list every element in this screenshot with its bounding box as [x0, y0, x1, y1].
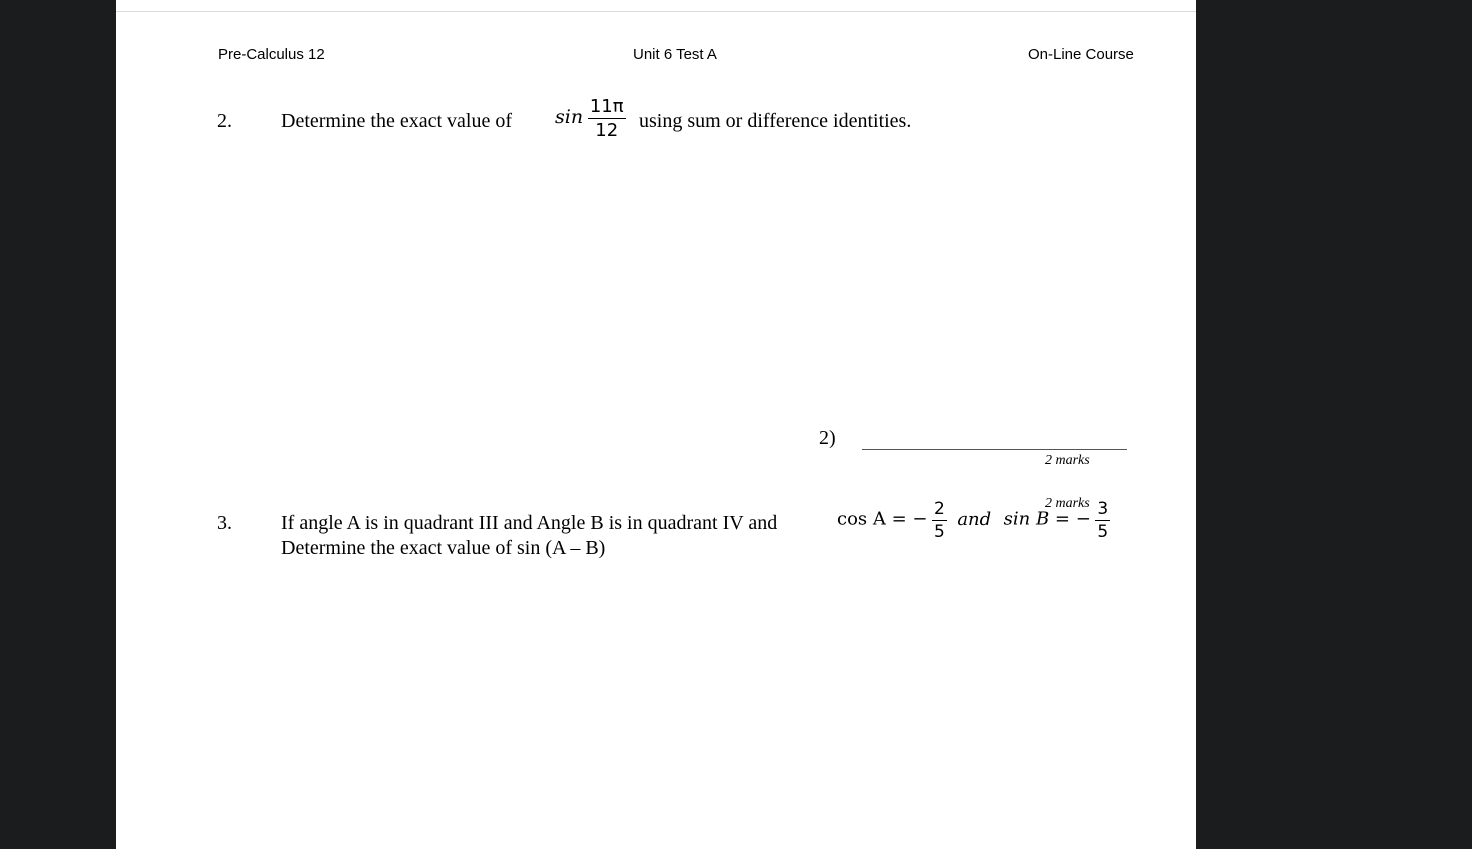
q3-line1: If angle A is in quadrant III and Angle B is in quadrant IV and	[281, 512, 778, 534]
q2-fraction	[588, 96, 626, 141]
fraction-bar	[1095, 520, 1110, 521]
q3-cos-fraction	[932, 499, 947, 542]
q3-marks: 2 marks	[1045, 496, 1090, 511]
header-course: Pre-Calculus 12	[218, 46, 325, 63]
q2-marks: 2 marks	[1045, 453, 1090, 468]
header-type: On-Line Course	[1028, 46, 1134, 63]
fraction-bar	[588, 118, 626, 119]
q3-sin-fraction	[1095, 499, 1110, 542]
q3-line2: Determine the exact value of sin (A – B)	[281, 537, 606, 559]
header-unit: Unit 6 Test A	[633, 46, 717, 63]
q2-number: 2.	[217, 110, 232, 132]
q3-cos-expr: cos A = −	[837, 508, 928, 530]
q3-cos-num: 2	[933, 499, 945, 519]
q2-answer-line[interactable]	[862, 449, 1127, 450]
q3-sin-expr: sin B = −	[1003, 508, 1091, 530]
q3-sin-den: 5	[1097, 522, 1109, 542]
q3-sin-num: 3	[1097, 499, 1109, 519]
q2-expression	[555, 96, 626, 141]
q2-text-after: using sum or difference identities.	[639, 110, 912, 132]
q2-answer-label: 2)	[819, 427, 836, 449]
q3-cos-den: 5	[933, 522, 945, 542]
q2-frac-den: 12	[595, 120, 619, 141]
q3-number: 3.	[217, 512, 232, 534]
page-top-divider	[116, 11, 1196, 12]
q3-given-expression	[837, 499, 1110, 542]
fraction-bar	[932, 520, 947, 521]
q2-sin: sin	[555, 105, 584, 128]
q3-and: and	[957, 508, 992, 530]
q2-frac-num: 11π	[589, 96, 624, 117]
q2-text: Determine the exact value of	[281, 110, 512, 132]
document-page	[116, 0, 1196, 849]
